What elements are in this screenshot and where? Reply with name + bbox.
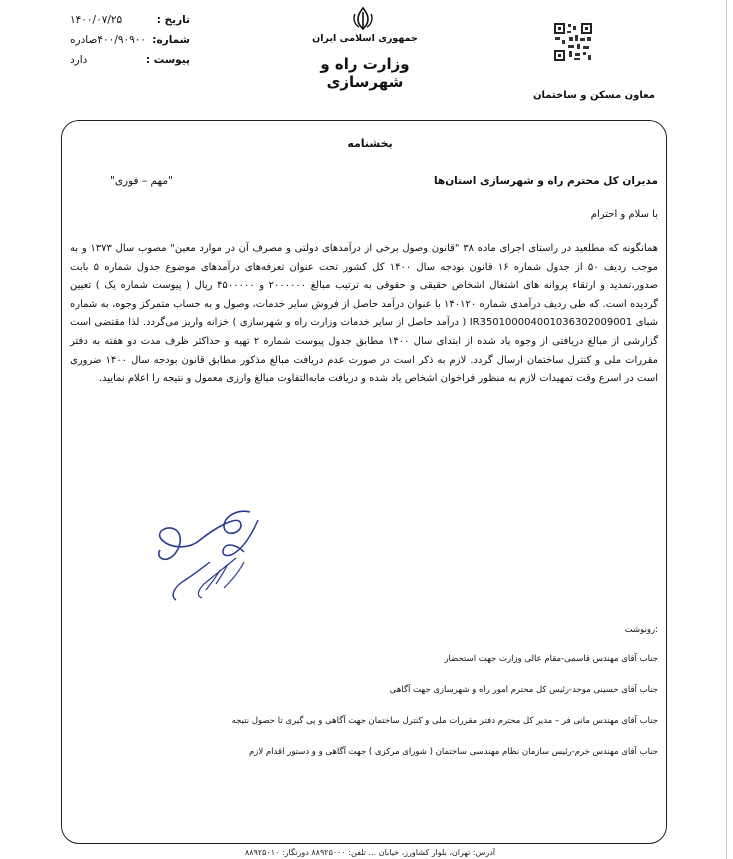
number-value: ۴۰۰/۹۰۹۰۰صادره [70,34,147,46]
ministry-title: وزارت راه و شهرسازی [320,55,410,91]
letter-meta [70,10,190,70]
footer-address: آدرس: تهران، بلوار کشاورز، خیابان ... تلفن: ۸۸۹۲۵۰۰۰ دورنگار: ۸۸۹۲۵۰۱۰ [244,848,495,857]
cc-item: جناب آقای مهندس قاسمی-مقام عالی وزارت جهت استحضار [444,654,658,664]
date-row [70,10,190,30]
attachment-row [70,50,190,70]
number-row [70,30,190,50]
cc-item: جناب آقای مهندس خرم-رئیس سازمان نظام مهندسی ساختمان ( شورای مرکزی ) جهت آگاهی و و دستور اقدام لازم [249,747,658,757]
date-value: ۱۴۰۰/۰۷/۲۵ [70,14,123,26]
attachment-value: دارد [70,54,88,66]
letter-body: همانگونه که مطلعید در راستای اجرای ماده ۳۸ "قانون وصول برخی از درآمدهای دولتی و مصرف آن در موارد معین" مصوب سال ۱۳۷۳ و به موجب ردیف ۵۰ از جدول شماره ۱۶ قانون بودجه سال ۱۴۰۰ کل کشور تحت عنوان تعرفه‌های درآمدهای موضوع جدول شماره ۵ بابت صدور،تمدید و ارتقاء پروانه های اشتغال اشخاص حقیقی و حقوقی به ترتیب مبالغ ۲۰۰۰۰۰۰ و ۴۵۰۰۰۰۰ ریال ( پیوست شماره یک ) تعیین گردیده است. که طی ردیف درآمدی شماره ۱۴۰۱۲۰ با عنوان درآمد حاصل از فروش سایر خدمات، وصول و به حساب متمرکز وجوه، به شماره شبای IR350100004001036302009001 ( درآمد حاصل از سایر خدمات وزارت راه و شهرسازی ) خزانه واریز می‌گردد. لذا مقتضی است گزارشی از مبالغ دریافتی از وجوه یاد شده از ابتدای سال ۱۴۰۰ مطابق جدول پیوست شماره ۲ تهیه و حداکثر ظرف مدت دو هفته به دفتر مقررات ملی و کنترل ساختمان ارسال گردد. لازم به ذکر است در صورت عدم دریافت مبالغ مذکور مطابق قانون بودجه سال ۱۴۰۰ ضروری است در اسرع وقت تمهیدات لازم به منظور فراخوان اشخاص یاد شده و دریافت مابه‌التفاوت مبالغ وارزی معمول و نتیجه را اعلام نمایید. [70,243,658,385]
deputy-title: معاون مسکن و ساختمان [532,90,655,101]
number-label: شماره: [152,34,190,46]
qr-code-icon [553,22,593,62]
date-label: تاریخ : [156,14,190,26]
addressee: مدیران کل محترم راه و شهرسازی استان‌ها [433,175,658,187]
cc-item: جناب آقای مهندس مانی فر – مدیر کل محترم دفتر مقررات ملی و کنترل ساختمان جهت آگاهی و پی گیری تا حصول نتیجه [231,716,658,726]
page-edge-line [726,0,727,859]
cc-list [150,654,658,778]
cc-label: رونوشت: [624,625,658,635]
attachment-label: پیوست : [145,54,190,66]
signature-image [140,500,290,620]
iran-emblem-icon [350,6,376,32]
urgency-tag: "مهم – فوری" [110,175,173,187]
cc-item: جناب آقای حسینی موحد-رئیس کل محترم امور راه و شهرسازی جهت آگاهی [389,685,658,695]
circular-title: بخشنامه [347,137,393,150]
greeting: با سلام و احترام [590,209,658,220]
republic-title: جمهوری اسلامی ایران [312,33,418,44]
